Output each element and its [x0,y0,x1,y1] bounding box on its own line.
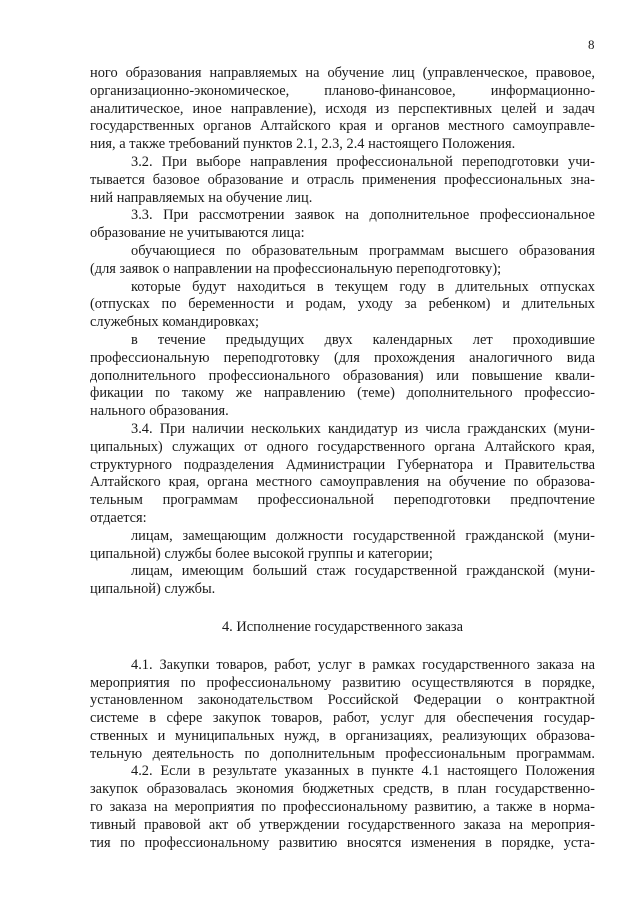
word: нескольких [251,420,321,437]
word: также [496,799,533,816]
word: государ- [543,710,595,727]
word: При [161,153,188,170]
word: отпусках [539,278,595,295]
word: о [496,692,504,709]
word: указанных [284,763,350,780]
word: вносятся [346,834,402,851]
word: ного [90,65,118,81]
word: самоуправления [319,474,420,491]
word: направление), [230,100,317,117]
word: результате [212,763,277,780]
word: ципальных) [90,438,163,455]
word: переподготовки [462,153,559,170]
word: установленном [90,692,183,709]
word: Закупки [159,656,210,673]
word: образования [519,242,595,259]
text-line [90,817,595,835]
word: Губернатора [397,456,474,473]
word: из [375,100,390,117]
paragraph-gap [90,637,595,657]
word: заказа [109,799,147,816]
word: стаж [316,563,346,580]
word: нужд, [284,727,320,744]
word: переподготовки [393,492,491,509]
word: (для [333,349,360,366]
word: беременности [188,296,275,313]
text-line: ний направляемых на обучение лиц. [90,189,313,206]
word: образование [207,171,284,188]
word: закупок [212,710,261,727]
word: наличии [192,420,244,437]
word: норма- [552,799,595,816]
word: в [441,781,449,798]
word: развитию, [414,799,477,816]
word: направлению [263,385,346,402]
word: местного [448,118,505,135]
word: в [358,656,366,673]
word: направляемых [209,65,298,81]
word: тия [90,834,111,851]
word: по [513,474,529,491]
word: рассмотрении [198,207,285,224]
word: дополнительное [369,207,470,224]
word: подразделения [183,456,274,473]
word: системе [90,710,139,727]
word: государственной [353,527,456,544]
paragraph-gap [90,599,595,619]
word: рамках [372,656,416,673]
word: и [484,456,493,473]
word: порядке, [542,674,595,691]
word: или [436,367,459,384]
word: закупок [90,781,138,798]
text-line [90,799,595,817]
word: профессиональному [282,799,408,816]
word: в [524,674,532,691]
word: длительных [521,296,595,313]
word: выборе [196,153,241,170]
text-line [90,385,595,403]
word: профессиональному [144,834,270,851]
word: тельную [90,745,143,762]
word: заказа [536,656,575,673]
word: мероприятия [90,674,170,691]
word: и [286,296,294,313]
text-line [90,279,595,297]
word: дополнительного [90,367,196,384]
text-line [90,457,595,475]
word: мероприя- [531,816,595,833]
word: перспективных [398,100,493,117]
word: аналитическое, [90,100,184,117]
text-line [90,332,595,350]
word: обучение [449,474,506,491]
word: законодательством [197,692,313,709]
word: профессиональных [444,171,563,188]
word: государственно- [495,781,595,798]
word: в [316,278,324,295]
word: услуг [380,710,415,727]
word: государственной [354,563,458,580]
word: иное [192,100,222,117]
word: проходившие [512,331,595,348]
word: лицам, [131,563,173,580]
text-line [90,118,595,136]
word: на [344,207,360,224]
word: направления [249,153,328,170]
text-line [90,563,595,581]
word: реализующих [442,727,527,744]
word: на [508,816,523,833]
word: образования [125,65,202,81]
word: тывается [90,171,145,188]
word: лиц [392,65,415,81]
word: органа [434,438,476,455]
text-line: ципальной) службы более высокой группы и категории; [90,545,433,562]
word: 4.1. [131,656,153,673]
word: При [159,420,186,437]
word: для [424,710,446,727]
text-line [90,243,595,261]
word: Алтайского [259,118,331,135]
word: 3.4. [131,420,153,437]
word: текущем [334,278,389,295]
word: и [545,100,554,117]
word: целей [501,100,537,117]
word: муниципальных [174,727,275,744]
word: фикации [90,385,144,402]
text-line [90,781,595,799]
word: края, [564,438,595,455]
word: уста- [563,834,595,851]
word: зна- [570,171,595,188]
word: самоуправле- [512,118,595,135]
word: 4.1 [421,763,440,780]
word: края [339,118,367,135]
word: должности [276,527,344,544]
word: Правительства [504,456,595,473]
word: бюджетных [302,781,375,798]
text-line [90,763,595,781]
section-heading: 4. Исполнение государственного заказа [221,618,464,635]
text-line: образование не учитываются лица: [90,225,305,242]
word: местного [255,474,312,491]
word: числа [425,420,461,437]
word: течение [157,331,206,348]
word: изменения [410,834,476,851]
word: тельным [90,492,143,509]
word: гражданской [465,527,544,544]
word: товаров, [271,710,323,727]
word: (теме) [357,385,395,402]
text-line [90,728,595,746]
word: заказа [463,816,501,833]
word: края, [168,474,200,491]
word: прохождения [374,349,455,366]
word: организациях, [345,727,433,744]
word: отрасль [306,171,355,188]
word: за [404,296,417,313]
word: замещающим [182,527,267,544]
word: на [153,799,168,816]
word: 3.2. [131,153,153,170]
word: (отпусках [90,296,150,313]
text-line: служебных командировках; [90,314,260,331]
word: на [427,474,442,491]
word: же [235,385,253,402]
text-line: (для заявок о направлении на профессиональную переподготовку); [90,260,502,277]
word: базовое [152,171,200,188]
word: в [485,834,492,851]
text-line: нального образования. [90,403,229,420]
word: программам. [516,745,595,762]
word: (управленческое, [422,65,528,81]
word: об [236,816,251,833]
word: правовой [143,816,201,833]
text-line [90,657,595,675]
word: образова- [536,474,595,491]
word: по [225,242,241,259]
text-line [90,83,595,101]
word: сфере [166,710,203,727]
word: будут [192,278,226,295]
word: дополнительным [270,745,375,762]
word: развитию [342,674,401,691]
word: профессиональным [385,745,506,762]
text-line [90,675,595,693]
word: на [305,65,320,81]
text-line [90,439,595,457]
word: программам [162,492,238,509]
word: (муни- [553,563,595,580]
word: настоящего [447,763,518,780]
word: Алтайского [90,474,161,491]
word: повышение [471,367,543,384]
word: имеющим [181,563,244,580]
word: работ, [274,656,311,673]
word: обучающиеся [131,242,216,259]
word: родам, [305,296,346,313]
word: обучение [327,65,385,81]
word: государственного [347,816,456,833]
text-line [90,154,595,172]
word: уходу [357,296,393,313]
word: кандидатур [327,420,398,437]
word: на [580,656,595,673]
word: осуществляются [411,674,514,691]
word: высшего [455,242,509,259]
word: органов [203,118,252,135]
word: по [155,385,170,402]
word: Если [160,763,191,780]
word: находиться [237,278,306,295]
word: образова- [536,727,595,744]
word: профессиональной [336,153,453,170]
word: утверждении [259,816,340,833]
word: из [404,420,419,437]
word: Федерации [413,692,482,709]
word: и [502,296,510,313]
word: длительных [455,278,529,295]
word: и [291,171,299,188]
word: (муни- [553,527,595,544]
text-line [90,528,595,546]
word: ребенком) [428,296,491,313]
word: услуг [317,656,352,673]
word: (муни- [553,420,595,437]
word: пункте [371,763,414,780]
word: Алтайского [484,438,555,455]
word: заявок [294,207,335,224]
word: государственного [422,656,530,673]
word: акт [208,816,229,833]
word: тивный [90,816,136,833]
word: по [244,745,260,762]
word: такому [181,385,225,402]
word: информационно- [490,82,595,99]
word: предпочтение [510,492,595,509]
word: профессиональной [257,492,374,509]
word: исходя [325,100,367,117]
text-line [90,65,595,83]
word: по [261,799,277,816]
word: служащих [171,438,235,455]
word: работ, [333,710,370,727]
text-line [90,474,595,492]
word: образования) [342,367,424,384]
word: профессиональную [90,349,210,366]
word: контрактной [518,692,595,709]
word: которые [131,278,181,295]
text-line [90,207,595,225]
word: организационно-экономическое, [90,82,290,99]
word: лицам, [131,527,173,544]
word: Российской [327,692,399,709]
word: в [131,331,138,348]
word: учи- [568,153,595,170]
word: развитию [278,834,338,851]
word: гражданских [467,420,547,437]
text-line [90,172,595,190]
word: двух [324,331,353,348]
word: и [374,118,383,135]
word: профессионального [208,367,331,384]
text-line [90,692,595,710]
word: предыдущих [225,331,305,348]
text-line: отдается: [90,509,147,526]
word: профессиональное [479,207,595,224]
word: в [149,710,156,727]
word: При [163,207,189,224]
text-line [90,296,595,314]
word: правовое, [535,65,595,81]
text-line [90,368,595,386]
word: ственных [90,727,149,744]
word: государственных [90,118,195,135]
word: применения [361,171,437,188]
word: по [180,674,196,691]
word: квали- [555,367,595,384]
word: задач [562,100,595,117]
word: переподготовку [223,349,320,366]
word: вида [566,349,595,366]
word: больший [252,563,308,580]
word: а [483,799,490,816]
text-line [90,492,595,510]
word: товаров, [216,656,268,673]
page-number: 8 [588,37,595,52]
word: и [157,727,166,744]
word: планово-финансовое, [324,82,456,99]
word: в [198,763,205,780]
word: по [120,834,136,851]
text-line: ципальной) службы. [90,581,216,598]
word: календарных [372,331,453,348]
text-line [90,101,595,119]
word: мероприятия [174,799,255,816]
word: в [539,799,547,816]
word: 4.2. [131,763,153,780]
word: в [329,727,337,744]
document-body [90,65,595,852]
word: одного [266,438,309,455]
text-line [90,350,595,368]
word: в [437,278,445,295]
word: по [161,296,177,313]
word: гражданской [466,563,545,580]
word: аналогичного [469,349,553,366]
word: профессио- [524,385,595,402]
word: средств, [382,781,434,798]
word: образовательным [251,242,359,259]
word: обеспечения [456,710,534,727]
word: лет [472,331,493,348]
text-line: ния, а также требований пунктов 2.1, 2.3, 2.4 настоящего Положения. [90,136,516,153]
word: профессиональному [206,674,332,691]
word: от [244,438,258,455]
word: экономия [236,781,294,798]
word: Администрации [285,456,386,473]
text-line [90,710,595,728]
word: го [90,799,103,816]
word: дополнительного [406,385,513,402]
text-line [90,746,595,764]
word: органа [207,474,248,491]
word: году [399,278,427,295]
word: деятельность [152,745,234,762]
word: государственного [317,438,426,455]
word: структурного [90,456,172,473]
word: образовалась [146,781,228,798]
text-line [90,421,595,439]
word: Положения [525,763,595,780]
word: план [457,781,487,798]
text-line [90,835,595,853]
word: программам [369,242,445,259]
word: порядке, [501,834,555,851]
word: 3.3. [131,207,153,224]
word: в [357,763,364,780]
word: органов [391,118,440,135]
